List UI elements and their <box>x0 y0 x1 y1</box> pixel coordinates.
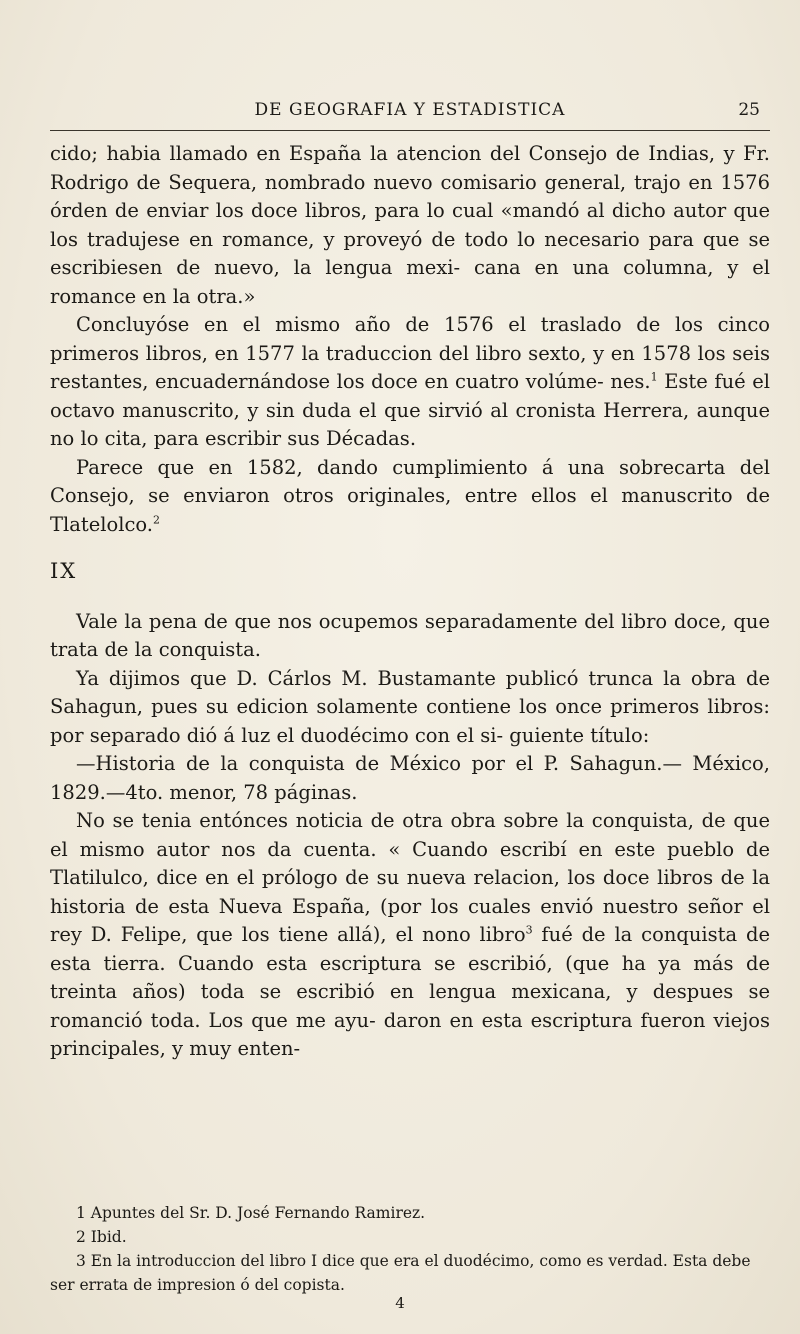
footnote-ref: 3 <box>525 923 533 937</box>
paragraph <box>50 311 770 454</box>
footnote: 1 Apuntes del Sr. D. José Fernando Ramirez. <box>76 1204 426 1222</box>
footnotes <box>50 1201 770 1297</box>
paragraph <box>50 454 770 540</box>
paragraph <box>50 807 770 1064</box>
paragraph-text: No se tenia entónces noticia de otra obra sobre la conquista, de que el mismo autor nos da cuenta. « Cuando escribí en este pueblo de Tlatilulco, dice en el prólogo de su nueva relacion, los doce libros de la historia de esta Nueva España, (por los cuales envió nuestro señor el rey D. Felipe, que los tiene allá), el nono libro <box>50 809 770 946</box>
footnote-ref: 1 <box>650 370 658 384</box>
running-header <box>50 100 770 131</box>
footnote: 3 En la introduccion del libro I dice que era el duodécimo, como es verdad. Esta debe ser errata de impresion ó del copista. <box>50 1252 751 1294</box>
signature-mark: 4 <box>395 1294 405 1312</box>
paragraph-text: Parece que en 1582, dando cumplimiento á una sobrecarta del Consejo, se enviaron otros originales, entre ellos el manuscrito de Tlatelolco. <box>50 455 770 536</box>
body-text <box>50 140 770 1064</box>
footnote: 2 Ibid. <box>76 1228 127 1246</box>
paragraph-text: fué de la conquista de esta tierra. Cuando esta escriptura se escribió, (que ha ya más de treinta años) toda se escribió en lengua mexicana, y despues se romanció toda. Los que me ayu- daron en esta escriptura fueron viejos principales, y muy enten- <box>50 923 770 1060</box>
paragraph-text: Este fué el octavo manuscrito, y sin duda el que sirvió al cronista Herrera, aunque no lo cita, para escribir sus Décadas. <box>50 370 771 450</box>
page-number: 25 <box>738 100 760 120</box>
footnote-ref: 2 <box>152 513 160 526</box>
paragraph-text: Concluyóse en el mismo año de 1576 el traslado de los cinco primeros libros, en 1577 la traduccion del libro sexto, y en 1578 los seis restantes, encuadernándose los doce en cuatro volúme- nes. <box>50 313 770 393</box>
paragraph: Ya dijimos que D. Cárlos M. Bustamante publicó trunca la obra de Sahagun, pues su edicion solamente contiene los once primeros libros: por separado dió á luz el duodécimo con el si- guiente título: <box>50 666 770 747</box>
paragraph: cido; habia llamado en España la atencion del Consejo de Indias, y Fr. Rodrigo de Sequera, nombrado nuevo comisario general, trajo en 1576 órden de enviar los doce libros, para lo cual «mandó al dicho autor que los tradujese en romance, y proveyó de todo lo necesario para que se escribiesen de nuevo, la lengua mexi- cana en una columna, y el romance en la otra.» <box>50 142 770 308</box>
section-heading: IX <box>50 559 78 583</box>
paragraph: Vale la pena de que nos ocupemos separadamente del libro doce, que trata de la conquista. <box>50 609 770 661</box>
running-title: DE GEOGRAFIA Y ESTADISTICA <box>254 100 566 120</box>
paragraph: —Historia de la conquista de México por el P. Sahagun.— México, 1829.—4to. menor, 78 páginas. <box>50 752 770 804</box>
